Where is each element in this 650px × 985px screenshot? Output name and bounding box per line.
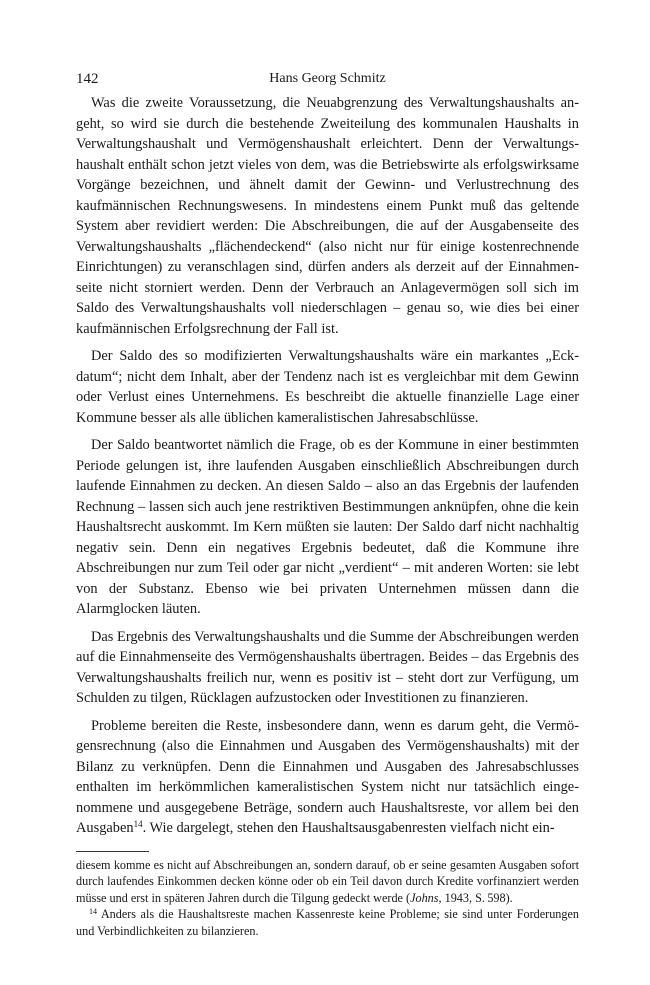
- footnote-reference[interactable]: 14: [133, 819, 143, 829]
- paragraph-text: . Wie dargelegt, stehen den Haushaltsausgabenresten vielfach nicht ein-: [142, 820, 555, 836]
- book-page: [76, 68, 579, 939]
- paragraph: Das Ergebnis des Verwaltungshaushalts und die Summe der Abschreibungen werden auf die Einnahmenseite des Vermögenshaushalts übertragen. Beides – das Ergebnis des Verwaltungshaushalts freilich nur, wenn es positiv ist – steht dort zur Verfügung, um Schulden zu tilgen, Rücklagen aufzustocken oder Investitionen zu finanzieren.: [76, 628, 579, 706]
- footnote-divider: [76, 851, 149, 852]
- paragraph: Der Saldo beantwortet nämlich die Frage, ob es der Kommune in einer bestimmten Periode gelungen ist, ihre laufenden Ausgaben einschließlich Abschreibungen durch laufende Einnahmen zu decken. An diesen Saldo – also an das Ergebnis der laufenden Rechnung – lassen sich auch jene restriktiven Bestimmungen anknüpfen, ohne die kein Haushaltsrecht auskommt. Im Kern müßten sie lauten: Der Saldo darf nicht nachhaltig negativ sein. Denn ein negatives Ergebnis bedeutet, daß die Kommune ihre Abschreibungen nur zum Teil oder gar nicht „verdient“ – mit anderen Worten: sie lebt von der Substanz. Ebenso wie bei privaten Unternehmen müssen dann die Alarmglocken läuten.: [76, 437, 579, 617]
- cited-author: Johns: [410, 890, 439, 905]
- footnote-14: [76, 906, 579, 939]
- paragraph-with-note: [76, 716, 579, 839]
- paragraph: Der Saldo des so modifizierten Verwaltungshaushalts wäre ein markantes „Eckdatum“; nicht dem Inhalt, aber der Tendenz nach ist es vergleichbar mit dem Gewinn oder Verlust eines Unternehmens. Es beschreibt die aktuelle finanzielle Lage einer Kommune besser als alle üblichen kameralistischen Jahresabschlüsse.: [76, 348, 579, 426]
- running-head-author: Hans Georg Schmitz: [269, 71, 386, 86]
- paragraph: Was die zweite Voraussetzung, die Neuabgrenzung des Verwaltungshaushalts angeht, so wird sie durch die bestehende Zweiteilung des kommunalen Haushalts in Verwaltungshaushalt und Vermögenshaushalt erleichtert. Denn der Verwaltungshaushalt enthält schon jetzt vieles von dem, was die Betriebswirte als erfolgswirksame Vorgänge bezeichnen, und ähnelt damit der Gewinn- und Verlustrechnung des kaufmännischen Rechnungswesens. In mindestens einem Punkt muß das geltende System aber revidiert werden: Die Abschreibungen, die auf der Ausgabenseite des Verwaltungshaushalts „flächendeckend“ (also nicht nur für einige kostenrechnende Einrichtungen) zu veranschlagen sind, dürfen anders als derzeit auf der Einnahmenseite nicht storniert werden. Denn der Verbrauch an Anlagevermögen soll sich im Saldo des Verwaltungshaushalts voll niederschlagen – genau so, wie dies bei einer kaufmännischen Erfolgsrechnung der Fall ist.: [76, 95, 579, 337]
- footnote-continuation: [76, 857, 579, 907]
- page-number: 142: [76, 71, 99, 87]
- footnote-number: 14: [89, 907, 97, 916]
- footnotes: [76, 857, 579, 940]
- footnote-text: Anders als die Haushaltsreste machen Kassenreste keine Probleme; sie sind unter Forderungen und Verbindlichkeiten zu bilanzieren.: [76, 907, 579, 938]
- paragraph-text: Probleme bereiten die Reste, insbesondere dann, wenn es darum geht, die Vermögensrechnung (also die Einnahmen und Ausgaben des Vermögenshaushalts) mit der Bilanz zu verknüpfen. Denn die Einnahmen und Ausgaben des Jahresabschlusses enthalten im herkömmlichen kameralistischen System nicht nur tatsächlich eingenommene und ausgegebene Beträge, sondern auch Haushaltsreste, vor allem bei den Ausgaben: [76, 717, 579, 836]
- running-head: [76, 68, 579, 90]
- body-text: [76, 93, 579, 839]
- footnote-text: diesem komme es nicht auf Abschreibungen an, sondern darauf, ob er seine gesamten Ausgaben sofort durch laufendes Einkommen decken könne oder ob ein Teil davon durch Kredite vorfinanziert werden müsse und erst in späteren Jahren durch die Tilgung gedeckt werde (: [76, 857, 579, 905]
- footnote-text: , 1943, S. 598).: [438, 890, 513, 905]
